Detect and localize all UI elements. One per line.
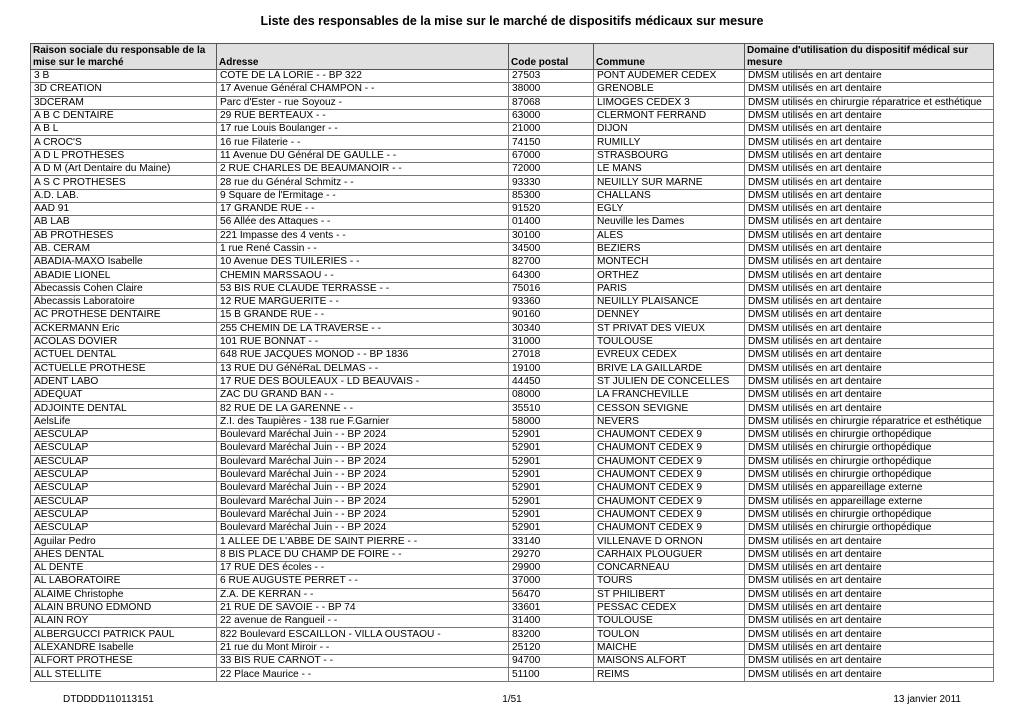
cell-adresse: 29 RUE BERTEAUX - - [217,109,509,122]
cell-code-postal: 37000 [509,575,594,588]
cell-raison-sociale: ADJOINTE DENTAL [31,402,217,415]
table-row [31,70,994,83]
table-row [31,601,994,614]
cell-adresse: 221 Impasse des 4 vents - - [217,229,509,242]
cell-domaine: DMSM utilisés en art dentaire [745,242,994,255]
cell-raison-sociale: Aguilar Pedro [31,535,217,548]
cell-raison-sociale: 3D CREATION [31,83,217,96]
table-row [31,242,994,255]
cell-domaine: DMSM utilisés en art dentaire [745,561,994,574]
cell-raison-sociale: 3DCERAM [31,96,217,109]
cell-adresse: 17 rue Louis Boulanger - - [217,123,509,136]
table-row [31,296,994,309]
cell-code-postal: 52901 [509,442,594,455]
cell-adresse: 13 RUE DU GéNéRaL DELMAS - - [217,362,509,375]
cell-code-postal: 93360 [509,296,594,309]
table-row [31,535,994,548]
cell-code-postal: 30340 [509,322,594,335]
header-raison-sociale: Raison sociale du responsable de la mise sur le marché [31,44,217,70]
cell-code-postal: 52901 [509,495,594,508]
cell-adresse: 22 avenue de Rangueil - - [217,615,509,628]
cell-adresse: Boulevard Maréchal Juin - - BP 2024 [217,468,509,481]
cell-commune: CHALLANS [594,189,745,202]
cell-code-postal: 08000 [509,389,594,402]
cell-adresse: 28 rue du Général Schmitz - - [217,176,509,189]
cell-adresse: Boulevard Maréchal Juin - - BP 2024 [217,495,509,508]
table-row [31,202,994,215]
cell-raison-sociale: ALFORT PROTHESE [31,655,217,668]
table-row [31,495,994,508]
cell-raison-sociale: ALBERGUCCI PATRICK PAUL [31,628,217,641]
table-row [31,163,994,176]
cell-adresse: 6 RUE AUGUSTE PERRET - - [217,575,509,588]
table-row [31,615,994,628]
cell-domaine: DMSM utilisés en art dentaire [745,149,994,162]
cell-domaine: DMSM utilisés en art dentaire [745,548,994,561]
cell-raison-sociale: AelsLife [31,415,217,428]
cell-domaine: DMSM utilisés en art dentaire [745,615,994,628]
cell-domaine: DMSM utilisés en art dentaire [745,362,994,375]
cell-raison-sociale: AESCULAP [31,508,217,521]
cell-code-postal: 72000 [509,163,594,176]
table-row [31,455,994,468]
cell-raison-sociale: A D M (Art Dentaire du Maine) [31,163,217,176]
cell-domaine: DMSM utilisés en art dentaire [745,256,994,269]
cell-raison-sociale: ACTUEL DENTAL [31,349,217,362]
cell-domaine: DMSM utilisés en chirurgie orthopédique [745,468,994,481]
cell-code-postal: 25120 [509,641,594,654]
cell-domaine: DMSM utilisés en art dentaire [745,641,994,654]
cell-code-postal: 82700 [509,256,594,269]
cell-raison-sociale: Abecassis Cohen Claire [31,282,217,295]
cell-commune: BEZIERS [594,242,745,255]
cell-adresse: 11 Avenue DU Général DE GAULLE - - [217,149,509,162]
cell-commune: ALES [594,229,745,242]
cell-code-postal: 63000 [509,109,594,122]
cell-domaine: DMSM utilisés en art dentaire [745,163,994,176]
cell-code-postal: 33601 [509,601,594,614]
cell-raison-sociale: A B C DENTAIRE [31,109,217,122]
cell-raison-sociale: AB PROTHESES [31,229,217,242]
table-row [31,189,994,202]
cell-domaine: DMSM utilisés en art dentaire [745,123,994,136]
cell-commune: MONTECH [594,256,745,269]
cell-commune: ORTHEZ [594,269,745,282]
cell-domaine: DMSM utilisés en art dentaire [745,296,994,309]
cell-raison-sociale: AESCULAP [31,455,217,468]
cell-commune: RUMILLY [594,136,745,149]
document-title: Liste des responsables de la mise sur le marché de dispositifs médicaux sur mesure [260,14,764,28]
cell-adresse: 33 BIS RUE CARNOT - - [217,655,509,668]
table-row [31,123,994,136]
cell-commune: GRENOBLE [594,83,745,96]
cell-raison-sociale: ALAIME Christophe [31,588,217,601]
cell-adresse: 648 RUE JACQUES MONOD - - BP 1836 [217,349,509,362]
cell-adresse: 17 RUE DES BOULEAUX - LD BEAUVAIS - [217,375,509,388]
cell-code-postal: 52901 [509,522,594,535]
cell-commune: MAICHE [594,641,745,654]
table-row [31,522,994,535]
cell-adresse: 17 RUE DES écoles - - [217,561,509,574]
cell-raison-sociale: AHES DENTAL [31,548,217,561]
cell-adresse: 2 RUE CHARLES DE BEAUMANOIR - - [217,163,509,176]
cell-code-postal: 58000 [509,415,594,428]
cell-adresse: COTE DE LA LORIE - - BP 322 [217,70,509,83]
cell-domaine: DMSM utilisés en art dentaire [745,628,994,641]
table-row [31,282,994,295]
cell-adresse: 53 BIS RUE CLAUDE TERRASSE - - [217,282,509,295]
cell-code-postal: 31400 [509,615,594,628]
cell-adresse: 21 rue du Mont Miroir - - [217,641,509,654]
table-row [31,389,994,402]
cell-code-postal: 30100 [509,229,594,242]
cell-adresse: CHEMIN MARSSAOU - - [217,269,509,282]
cell-code-postal: 91520 [509,202,594,215]
cell-domaine: DMSM utilisés en chirurgie réparatrice et esthétique [745,415,994,428]
cell-commune: DENNEY [594,309,745,322]
cell-raison-sociale: ACOLAS DOVIER [31,335,217,348]
cell-code-postal: 75016 [509,282,594,295]
cell-commune: PARIS [594,282,745,295]
cell-commune: REIMS [594,668,745,681]
cell-raison-sociale: 3 B [31,70,217,83]
cell-domaine: DMSM utilisés en chirurgie orthopédique [745,442,994,455]
cell-code-postal: 90160 [509,309,594,322]
cell-code-postal: 33140 [509,535,594,548]
cell-adresse: Z.A. DE KERRAN - - [217,588,509,601]
table-row [31,216,994,229]
cell-domaine: DMSM utilisés en art dentaire [745,588,994,601]
cell-raison-sociale: A CROC'S [31,136,217,149]
cell-commune: CONCARNEAU [594,561,745,574]
cell-domaine: DMSM utilisés en art dentaire [745,109,994,122]
cell-commune: CHAUMONT CEDEX 9 [594,455,745,468]
table-row [31,96,994,109]
cell-domaine: DMSM utilisés en art dentaire [745,349,994,362]
cell-commune: CLERMONT FERRAND [594,109,745,122]
cell-adresse: Boulevard Maréchal Juin - - BP 2024 [217,455,509,468]
cell-raison-sociale: A D L PROTHESES [31,149,217,162]
table-row [31,442,994,455]
cell-code-postal: 74150 [509,136,594,149]
cell-commune: CHAUMONT CEDEX 9 [594,522,745,535]
table-row [31,256,994,269]
cell-code-postal: 34500 [509,242,594,255]
cell-domaine: DMSM utilisés en art dentaire [745,402,994,415]
table-row [31,229,994,242]
cell-commune: MAISONS ALFORT [594,655,745,668]
cell-raison-sociale: A S C PROTHESES [31,176,217,189]
cell-domaine: DMSM utilisés en art dentaire [745,535,994,548]
cell-adresse: 1 ALLEE DE L'ABBE DE SAINT PIERRE - - [217,535,509,548]
cell-code-postal: 19100 [509,362,594,375]
table-row [31,335,994,348]
cell-adresse: 12 RUE MARGUERITE - - [217,296,509,309]
cell-domaine: DMSM utilisés en art dentaire [745,176,994,189]
cell-domaine: DMSM utilisés en art dentaire [745,575,994,588]
cell-raison-sociale: AESCULAP [31,482,217,495]
cell-code-postal: 38000 [509,83,594,96]
cell-raison-sociale: ADEQUAT [31,389,217,402]
table-row [31,588,994,601]
cell-raison-sociale: A.D. LAB. [31,189,217,202]
cell-domaine: DMSM utilisés en art dentaire [745,70,994,83]
cell-commune: PESSAC CEDEX [594,601,745,614]
cell-raison-sociale: AB. CERAM [31,242,217,255]
cell-commune: ST JULIEN DE CONCELLES [594,375,745,388]
cell-domaine: DMSM utilisés en chirurgie réparatrice et esthétique [745,96,994,109]
cell-adresse: Boulevard Maréchal Juin - - BP 2024 [217,429,509,442]
cell-raison-sociale: AAD 91 [31,202,217,215]
cell-raison-sociale: ACTUELLE PROTHESE [31,362,217,375]
table-row [31,322,994,335]
header-domaine: Domaine d'utilisation du dispositif médical sur mesure [745,44,994,70]
cell-raison-sociale: AESCULAP [31,429,217,442]
cell-raison-sociale: AESCULAP [31,495,217,508]
cell-raison-sociale: Abecassis Laboratoire [31,296,217,309]
table-row [31,269,994,282]
table-header-row [31,44,994,70]
cell-commune: CHAUMONT CEDEX 9 [594,429,745,442]
cell-raison-sociale: ALAIN BRUNO EDMOND [31,601,217,614]
cell-commune: CHAUMONT CEDEX 9 [594,442,745,455]
cell-code-postal: 52901 [509,429,594,442]
cell-commune: BRIVE LA GAILLARDE [594,362,745,375]
cell-raison-sociale: ABADIA-MAXO Isabelle [31,256,217,269]
cell-adresse: Z.I. des Taupières - 138 rue F.Garnier [217,415,509,428]
cell-adresse: 22 Place Maurice - - [217,668,509,681]
cell-commune: ST PRIVAT DES VIEUX [594,322,745,335]
cell-domaine: DMSM utilisés en art dentaire [745,229,994,242]
cell-raison-sociale: AL LABORATOIRE [31,575,217,588]
cell-domaine: DMSM utilisés en chirurgie orthopédique [745,429,994,442]
table-row [31,508,994,521]
cell-adresse: 101 RUE BONNAT - - [217,335,509,348]
cell-domaine: DMSM utilisés en art dentaire [745,189,994,202]
cell-commune: ST PHILIBERT [594,588,745,601]
cell-domaine: DMSM utilisés en art dentaire [745,375,994,388]
cell-commune: Neuville les Dames [594,216,745,229]
cell-domaine: DMSM utilisés en chirurgie orthopédique [745,455,994,468]
footer-reference: DTDDDD110113151 [63,694,154,705]
cell-commune: TOULON [594,628,745,641]
cell-code-postal: 27018 [509,349,594,362]
cell-raison-sociale: ADENT LABO [31,375,217,388]
cell-commune: TOULOUSE [594,615,745,628]
cell-commune: LE MANS [594,163,745,176]
table-row [31,402,994,415]
header-code-postal: Code postal [509,44,594,70]
cell-domaine: DMSM utilisés en art dentaire [745,282,994,295]
cell-code-postal: 52901 [509,508,594,521]
cell-adresse: Parc d'Ester - rue Soyouz - [217,96,509,109]
cell-code-postal: 85300 [509,189,594,202]
table-row [31,349,994,362]
table-row [31,362,994,375]
cell-adresse: 16 rue Filaterie - - [217,136,509,149]
cell-code-postal: 87068 [509,96,594,109]
footer-date: 13 janvier 2011 [893,694,961,705]
cell-domaine: DMSM utilisés en art dentaire [745,83,994,96]
cell-commune: CHAUMONT CEDEX 9 [594,508,745,521]
table-row [31,149,994,162]
cell-domaine: DMSM utilisés en appareillage externe [745,482,994,495]
cell-adresse: 56 Allée des Attaques - - [217,216,509,229]
cell-adresse: Boulevard Maréchal Juin - - BP 2024 [217,482,509,495]
cell-domaine: DMSM utilisés en art dentaire [745,309,994,322]
table-row [31,429,994,442]
cell-commune: TOULOUSE [594,335,745,348]
cell-code-postal: 93330 [509,176,594,189]
cell-domaine: DMSM utilisés en chirurgie orthopédique [745,522,994,535]
cell-code-postal: 01400 [509,216,594,229]
cell-domaine: DMSM utilisés en art dentaire [745,202,994,215]
cell-commune: CHAUMONT CEDEX 9 [594,482,745,495]
cell-adresse: 82 RUE DE LA GARENNE - - [217,402,509,415]
header-commune: Commune [594,44,745,70]
cell-commune: NEUILLY SUR MARNE [594,176,745,189]
cell-code-postal: 21000 [509,123,594,136]
cell-code-postal: 64300 [509,269,594,282]
table-row [31,83,994,96]
table-row [31,468,994,481]
table-row [31,109,994,122]
table-row [31,309,994,322]
cell-commune: VILLENAVE D ORNON [594,535,745,548]
cell-commune: CARHAIX PLOUGUER [594,548,745,561]
cell-raison-sociale: ABADIE LIONEL [31,269,217,282]
cell-code-postal: 52901 [509,455,594,468]
cell-adresse: 9 Square de l'Ermitage - - [217,189,509,202]
cell-adresse: 17 GRANDE RUE - - [217,202,509,215]
cell-adresse: Boulevard Maréchal Juin - - BP 2024 [217,522,509,535]
cell-adresse: 17 Avenue Général CHAMPON - - [217,83,509,96]
cell-code-postal: 56470 [509,588,594,601]
cell-domaine: DMSM utilisés en art dentaire [745,335,994,348]
table-row [31,136,994,149]
table-row [31,561,994,574]
cell-commune: NEVERS [594,415,745,428]
cell-adresse: 822 Boulevard ESCAILLON - VILLA OUSTAOU - [217,628,509,641]
cell-adresse: Boulevard Maréchal Juin - - BP 2024 [217,442,509,455]
cell-code-postal: 94700 [509,655,594,668]
cell-raison-sociale: AESCULAP [31,442,217,455]
cell-code-postal: 31000 [509,335,594,348]
table-row [31,176,994,189]
cell-adresse: 21 RUE DE SAVOIE - - BP 74 [217,601,509,614]
cell-adresse: 255 CHEMIN DE LA TRAVERSE - - [217,322,509,335]
table-row [31,548,994,561]
cell-raison-sociale: AC PROTHESE DENTAIRE [31,309,217,322]
cell-domaine: DMSM utilisés en art dentaire [745,601,994,614]
table-row [31,628,994,641]
cell-commune: EGLY [594,202,745,215]
cell-adresse: 8 BIS PLACE DU CHAMP DE FOIRE - - [217,548,509,561]
cell-commune: CESSON SEVIGNE [594,402,745,415]
cell-commune: LIMOGES CEDEX 3 [594,96,745,109]
table-row [31,655,994,668]
cell-code-postal: 83200 [509,628,594,641]
cell-commune: LA FRANCHEVILLE [594,389,745,402]
cell-raison-sociale: AESCULAP [31,468,217,481]
cell-adresse: 15 B GRANDE RUE - - [217,309,509,322]
cell-domaine: DMSM utilisés en art dentaire [745,655,994,668]
cell-commune: PONT AUDEMER CEDEX [594,70,745,83]
cell-adresse: 1 rue René Cassin - - [217,242,509,255]
cell-commune: DIJON [594,123,745,136]
cell-raison-sociale: AL DENTE [31,561,217,574]
cell-domaine: DMSM utilisés en chirurgie orthopédique [745,508,994,521]
cell-commune: STRASBOURG [594,149,745,162]
cell-code-postal: 44450 [509,375,594,388]
cell-commune: CHAUMONT CEDEX 9 [594,495,745,508]
cell-adresse: Boulevard Maréchal Juin - - BP 2024 [217,508,509,521]
table-row [31,482,994,495]
cell-domaine: DMSM utilisés en appareillage externe [745,495,994,508]
cell-domaine: DMSM utilisés en art dentaire [745,322,994,335]
table-row [31,668,994,681]
cell-domaine: DMSM utilisés en art dentaire [745,389,994,402]
cell-domaine: DMSM utilisés en art dentaire [745,136,994,149]
table-row [31,575,994,588]
footer-page-number: 1/51 [502,694,522,705]
cell-code-postal: 29270 [509,548,594,561]
cell-raison-sociale: ALAIN ROY [31,615,217,628]
cell-code-postal: 51100 [509,668,594,681]
cell-commune: EVREUX CEDEX [594,349,745,362]
cell-code-postal: 29900 [509,561,594,574]
table-row [31,375,994,388]
header-adresse: Adresse [217,44,509,70]
cell-code-postal: 67000 [509,149,594,162]
cell-raison-sociale: ALL STELLITE [31,668,217,681]
cell-adresse: ZAC DU GRAND BAN - - [217,389,509,402]
cell-commune: NEUILLY PLAISANCE [594,296,745,309]
cell-raison-sociale: AB LAB [31,216,217,229]
table-row [31,415,994,428]
responsables-table [30,43,994,682]
cell-domaine: DMSM utilisés en art dentaire [745,668,994,681]
cell-raison-sociale: A B L [31,123,217,136]
table-row [31,641,994,654]
cell-code-postal: 52901 [509,468,594,481]
cell-adresse: 10 Avenue DES TUILERIES - - [217,256,509,269]
cell-domaine: DMSM utilisés en art dentaire [745,216,994,229]
cell-raison-sociale: AESCULAP [31,522,217,535]
cell-raison-sociale: ACKERMANN Eric [31,322,217,335]
cell-commune: CHAUMONT CEDEX 9 [594,468,745,481]
cell-domaine: DMSM utilisés en art dentaire [745,269,994,282]
cell-code-postal: 35510 [509,402,594,415]
cell-commune: TOURS [594,575,745,588]
cell-code-postal: 52901 [509,482,594,495]
cell-code-postal: 27503 [509,70,594,83]
cell-raison-sociale: ALEXANDRE Isabelle [31,641,217,654]
